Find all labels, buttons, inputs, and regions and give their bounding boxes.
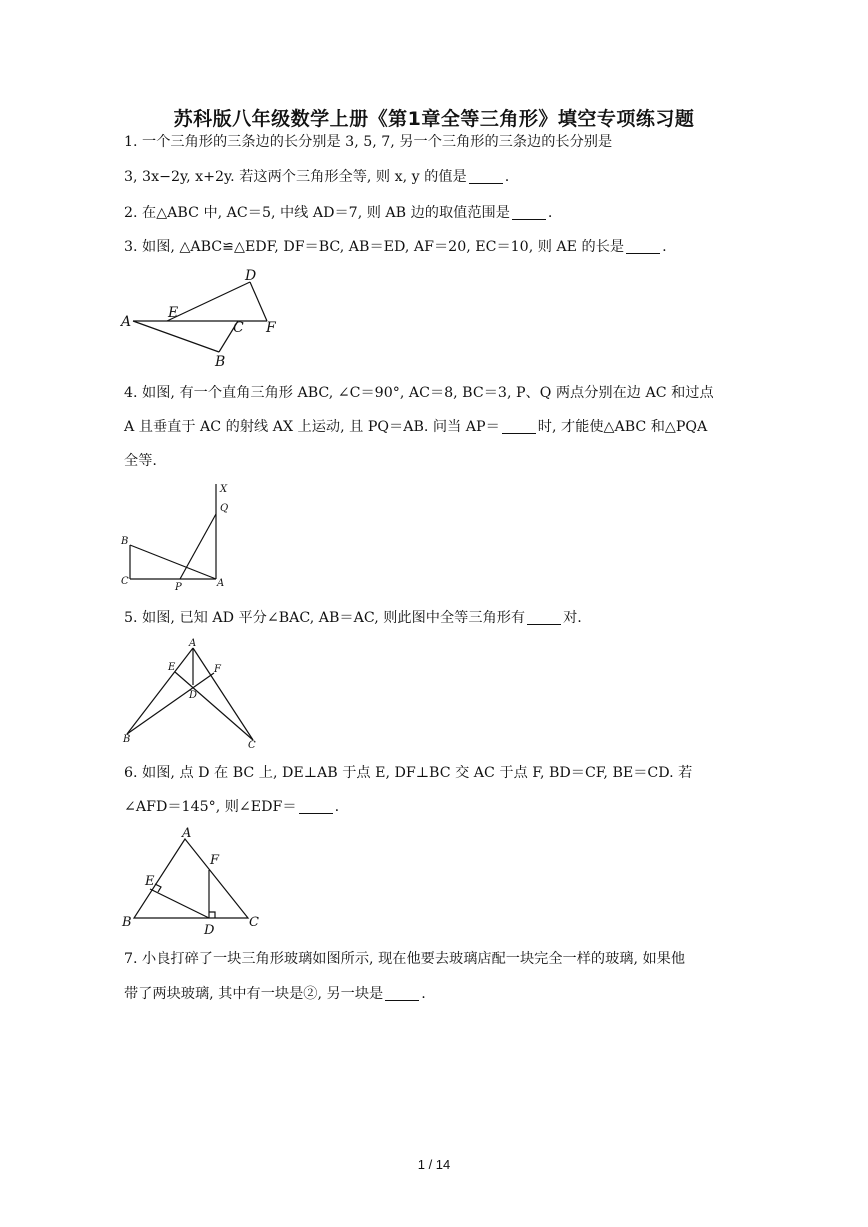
segment-ce [175,672,253,740]
label-b: B [122,915,132,930]
question-1-line-2 [124,168,509,186]
question-7-line-2 [124,985,426,1003]
segment-ed [150,889,209,918]
label-d: D [245,268,257,284]
label-d: D [204,923,215,938]
period: . [547,205,553,221]
segment-ab [133,321,219,352]
label-a: A [217,578,225,589]
figure-5 [118,636,268,752]
label-e: E [168,662,176,673]
label-q: Q [220,503,229,514]
question-6-line-1: 6. 如图, 点 D 在 BC 上, DE⊥AB 于点 E, DF⊥BC 交 AC 于点 F, BD＝CF, BE＝CD. 若 [124,765,693,781]
figure-4 [118,478,248,592]
answer-blank-7[interactable] [385,985,419,1001]
figure-6 [118,826,268,938]
label-b: B [121,536,129,547]
question-7-line-1: 7. 小良打碎了一块三角形玻璃如图所示, 现在他要去玻璃店配一块完全一样的玻璃, 如果他 [124,951,686,967]
label-a: A [189,638,197,649]
label-p: P [175,582,182,592]
question-6-line-2 [124,798,339,816]
question-4-line-3: 全等. [124,453,157,469]
answer-blank-1[interactable] [469,168,503,184]
label-f: F [266,320,276,336]
question-1-line-1: 1. 一个三角形的三条边的长分别是 3, 5, 7, 另一个三角形的三条边的长分别是 [124,134,613,150]
question-2-text: 2. 在△ABC 中, AC＝5, 中线 AD＝7, 则 AB 边的取值范围是 [124,205,510,221]
page-title: 苏科版八年级数学上册《第1章全等三角形》填空专项练习题 [173,108,695,130]
answer-blank-4[interactable] [502,418,536,434]
label-a: A [121,314,132,330]
period: . [334,799,340,815]
segment-bf [127,673,214,734]
figure-3 [118,262,288,370]
question-3 [124,238,667,256]
label-c: C [121,576,129,587]
question-4-text: A 且垂直于 AC 的射线 AX 上运动, 且 PQ＝AB. 问当 AP＝ [124,419,500,435]
segment-ed [167,282,250,321]
label-b: B [215,354,226,370]
question-2 [124,204,552,222]
question-4-line-2 [124,418,707,436]
label-b: B [123,734,131,745]
label-c: C [248,740,256,751]
period: . [662,239,667,255]
label-e: E [168,305,179,321]
page-number: 1 / 14 [417,1157,451,1172]
question-1-text: 3, 3x−2y, x+2y. 若这两个三角形全等, 则 x, y 的值是 [124,169,467,185]
label-c: C [233,320,244,336]
segment-pq [180,514,216,579]
right-angle-d [209,912,215,918]
question-4-line-1: 4. 如图, 有一个直角三角形 ABC, ∠C＝90°, AC＝8, BC＝3, P、Q 两点分别在边 AC 和过点 [124,385,714,401]
label-e: E [145,874,155,889]
segment-ac [193,648,253,740]
period: . [421,986,426,1002]
answer-blank-2[interactable] [512,204,546,220]
question-4-text-end: 时, 才能使△ABC 和△PQA [537,419,708,435]
question-5-end: 对. [563,610,582,626]
label-f: F [214,664,221,675]
period: . [504,169,510,185]
question-3-text: 3. 如图, △ABC≌△EDF, DF＝BC, AB＝ED, AF＝20, EC＝10, 则 AE 的长是 [124,239,625,255]
right-angle-e [155,884,161,892]
answer-blank-6[interactable] [299,798,333,814]
segment-ba [130,545,216,579]
label-d: D [189,690,198,701]
segment-ab [127,648,193,734]
label-x: X [220,484,228,495]
label-a: A [182,826,192,841]
question-5 [124,609,582,627]
answer-blank-5[interactable] [527,609,561,625]
question-6-text: ∠AFD＝145°, 则∠EDF＝ [124,799,297,815]
segment-df [250,282,267,321]
answer-blank-3[interactable] [626,238,660,254]
label-f: F [210,853,220,868]
question-7-text: 带了两块玻璃, 其中有一块是②, 另一块是 [124,986,384,1002]
label-c: C [249,915,259,930]
question-5-text: 5. 如图, 已知 AD 平分∠BAC, AB＝AC, 则此图中全等三角形有 [124,610,526,626]
